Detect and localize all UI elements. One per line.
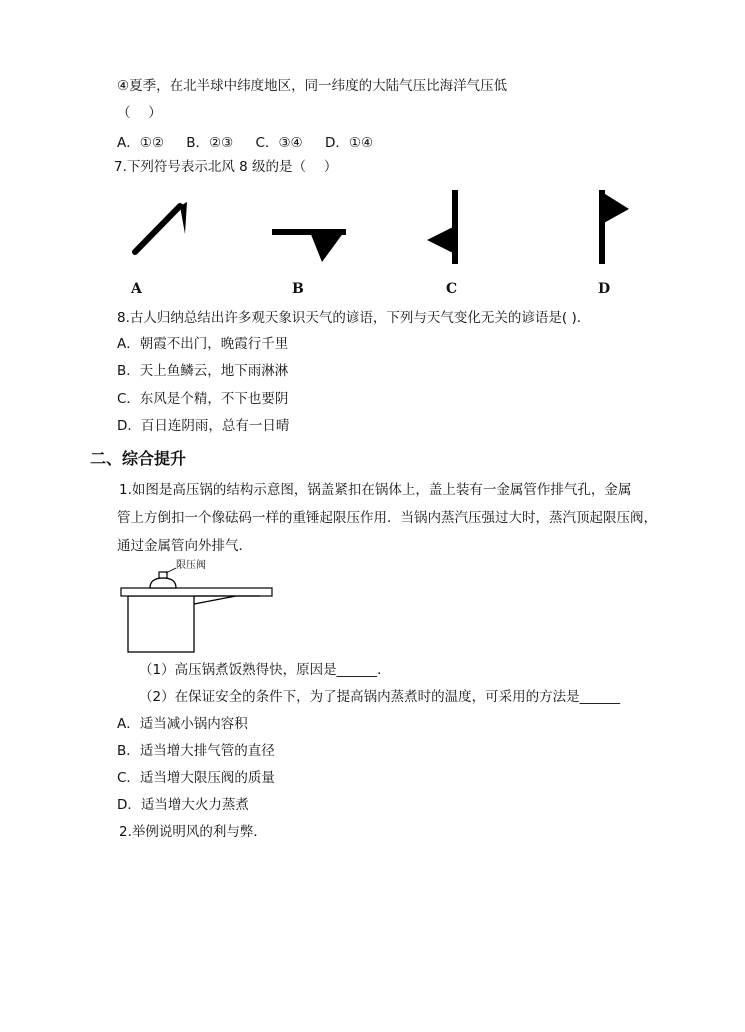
- symbol-label-a: A: [131, 281, 142, 297]
- q6-option-b: B．②③: [186, 135, 234, 151]
- q8-stem: 8.古人归纳总结出许多观天象识天气的谚语，下列与天气变化无关的谚语是( ).: [117, 310, 581, 326]
- q6-statement-4: ④夏季，在北半球中纬度地区，同一纬度的大陆气压比海洋气压低: [117, 78, 508, 94]
- wind-symbol-a: [125, 192, 195, 262]
- q8-option-b: B．天上鱼鳞云，地下雨淋淋: [117, 363, 289, 379]
- q6-answer-bracket: （ ）: [117, 105, 162, 121]
- symbol-label-b: B: [292, 281, 304, 297]
- symbol-label-c: C: [446, 281, 458, 297]
- valve-label: 限压阀: [176, 560, 206, 571]
- s2-q1-sub-2: （2）在保证安全的条件下，为了提高锅内蒸煮时的温度，可采用的方法是______: [139, 689, 621, 705]
- q8-option-a: A．朝霞不出门，晚霞行千里: [117, 336, 289, 352]
- s2-q2-stem: 2.举例说明风的利与弊．: [119, 824, 267, 840]
- q6-option-a: A．①②: [117, 135, 164, 151]
- wind-symbol-c: [424, 188, 464, 268]
- pressure-cooker-diagram: [118, 560, 278, 655]
- s2-q1-line-3: 通过金属管向外排气．: [117, 538, 252, 554]
- symbol-label-d: D: [598, 281, 611, 297]
- q6-option-c: C．③④: [255, 135, 303, 151]
- q6-options: [117, 131, 391, 151]
- s2-q1-option-c: C．适当增大限压阀的质量: [117, 770, 275, 786]
- section-heading: 二、综合提升: [90, 449, 187, 468]
- s2-q1-option-a: A．适当减小锅内容积: [117, 716, 248, 732]
- s2-q1-option-d: D．适当增大火力蒸煮: [117, 797, 249, 813]
- q6-option-d: D．①④: [324, 135, 374, 151]
- q7-stem: 7.下列符号表示北风 8 级的是（ ）: [114, 159, 338, 175]
- s2-q1-line-2: 管上方倒扣一个像砝码一样的重锤起限压作用．当锅内蒸汽压强过大时，蒸汽顶起限压阀，: [117, 510, 657, 526]
- s2-q1-sub-1: （1）高压锅煮饭熟得快，原因是______．: [139, 662, 391, 678]
- wind-symbol-d: [592, 188, 632, 268]
- s2-q1-option-b: B．适当增大排气管的直径: [117, 743, 275, 759]
- s2-q1-line-1: 1.如图是高压锅的结构示意图，锅盖紧扣在锅体上，盖上装有一金属管作排气孔，金属: [119, 482, 632, 498]
- q8-option-d: D．百日连阴雨，总有一日晴: [117, 418, 290, 434]
- q8-option-c: C．东风是个精，不下也要阴: [117, 391, 289, 407]
- wind-symbol-b: [272, 220, 352, 268]
